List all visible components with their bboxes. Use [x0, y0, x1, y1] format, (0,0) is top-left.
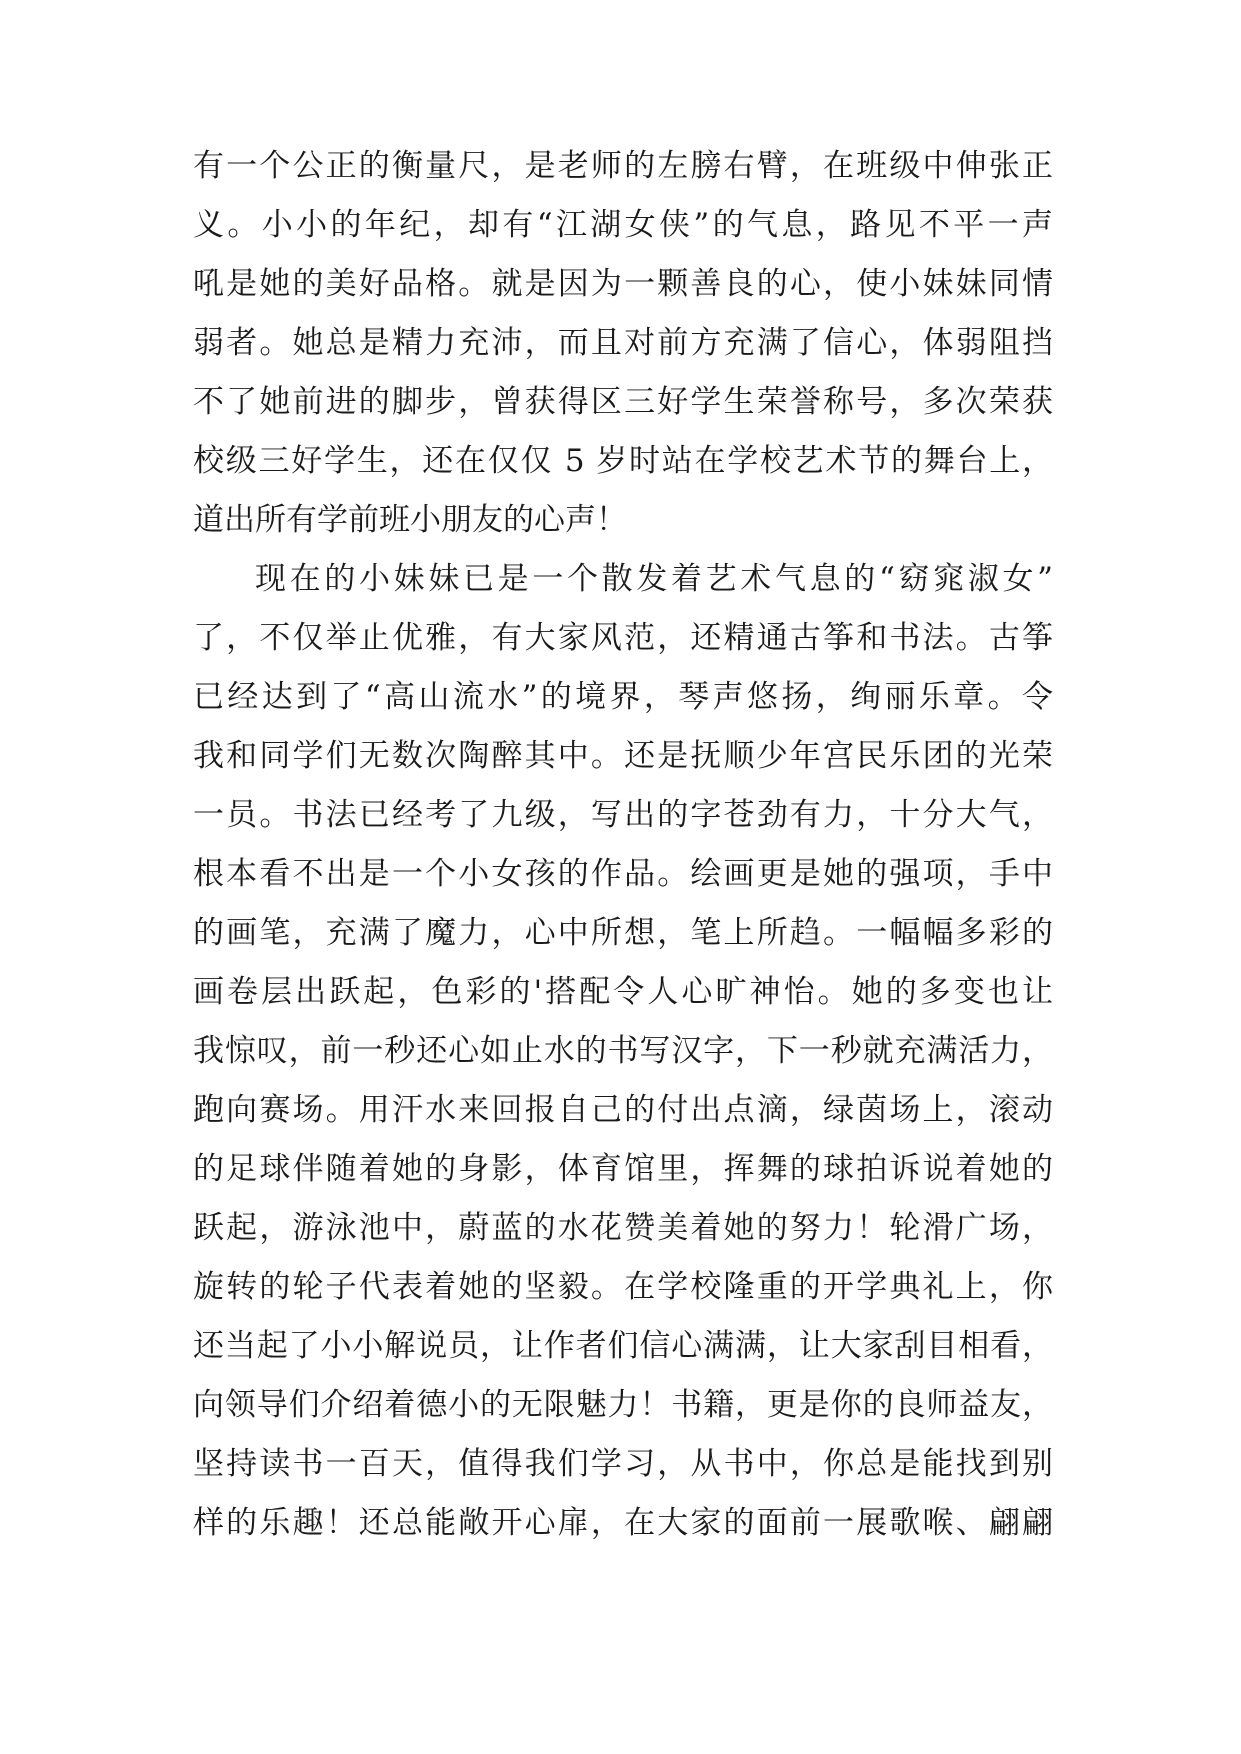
text-line: 校级三好学生，还在仅仅 5 岁时站在学校艺术节的舞台上，	[193, 443, 1053, 479]
text-line: 跑向赛场。用汗水来回报自己的付出点滴，绿茵场上，滚动	[193, 1092, 1053, 1128]
text-line: 义。小小的年纪，却有“江湖女侠”的气息，路见不平一声	[193, 207, 1053, 243]
text-line: 一员。书法已经考了九级，写出的字苍劲有力，十分大气，	[193, 797, 1053, 833]
text-line: 了，不仅举止优雅，有大家风范，还精通古筝和书法。古筝	[193, 620, 1053, 656]
text-line: 弱者。她总是精力充沛，而且对前方充满了信心，体弱阻挡	[193, 325, 1053, 361]
text-line: 根本看不出是一个小女孩的作品。绘画更是她的强项，手中	[193, 856, 1053, 892]
text-line: 画卷层出跃起，色彩的'搭配令人心旷神怡。她的多变也让	[193, 974, 1053, 1010]
text-line: 已经达到了“高山流水”的境界，琴声悠扬，绚丽乐章。令	[193, 679, 1053, 715]
text-line: 样的乐趣！还总能敞开心扉，在大家的面前一展歌喉、翩翩	[193, 1505, 1053, 1541]
text-line: 的足球伴随着她的身影，体育馆里，挥舞的球拍诉说着她的	[193, 1151, 1053, 1187]
text-line: 吼是她的美好品格。就是因为一颗善良的心，使小妹妹同情	[193, 266, 1053, 302]
text-line: 向领导们介绍着德小的无限魅力！书籍，更是你的良师益友，	[193, 1387, 1053, 1423]
text-line: 旋转的轮子代表着她的坚毅。在学校隆重的开学典礼上，你	[193, 1269, 1053, 1305]
text-line: 不了她前进的脚步，曾获得区三好学生荣誉称号，多次荣获	[193, 384, 1053, 420]
text-line: 有一个公正的衡量尺，是老师的左膀右臂，在班级中伸张正	[193, 148, 1053, 184]
text-line: 坚持读书一百天，值得我们学习，从书中，你总是能找到别	[193, 1446, 1053, 1482]
text-line: 的画笔，充满了魔力，心中所想，笔上所趋。一幅幅多彩的	[193, 915, 1053, 951]
text-line: 跃起，游泳池中，蔚蓝的水花赞美着她的努力！轮滑广场，	[193, 1210, 1053, 1246]
text-line: 我和同学们无数次陶醉其中。还是抚顺少年宫民乐团的光荣	[193, 738, 1053, 774]
text-line: 还当起了小小解说员，让作者们信心满满，让大家刮目相看，	[193, 1328, 1053, 1364]
paragraph-first-line: 现在的小妹妹已是一个散发着艺术气息的“窈窕淑女”	[255, 561, 1053, 597]
text-line: 道出所有学前班小朋友的心声！	[193, 502, 627, 538]
text-line: 我惊叹，前一秒还心如止水的书写汉字，下一秒就充满活力，	[193, 1033, 1053, 1069]
